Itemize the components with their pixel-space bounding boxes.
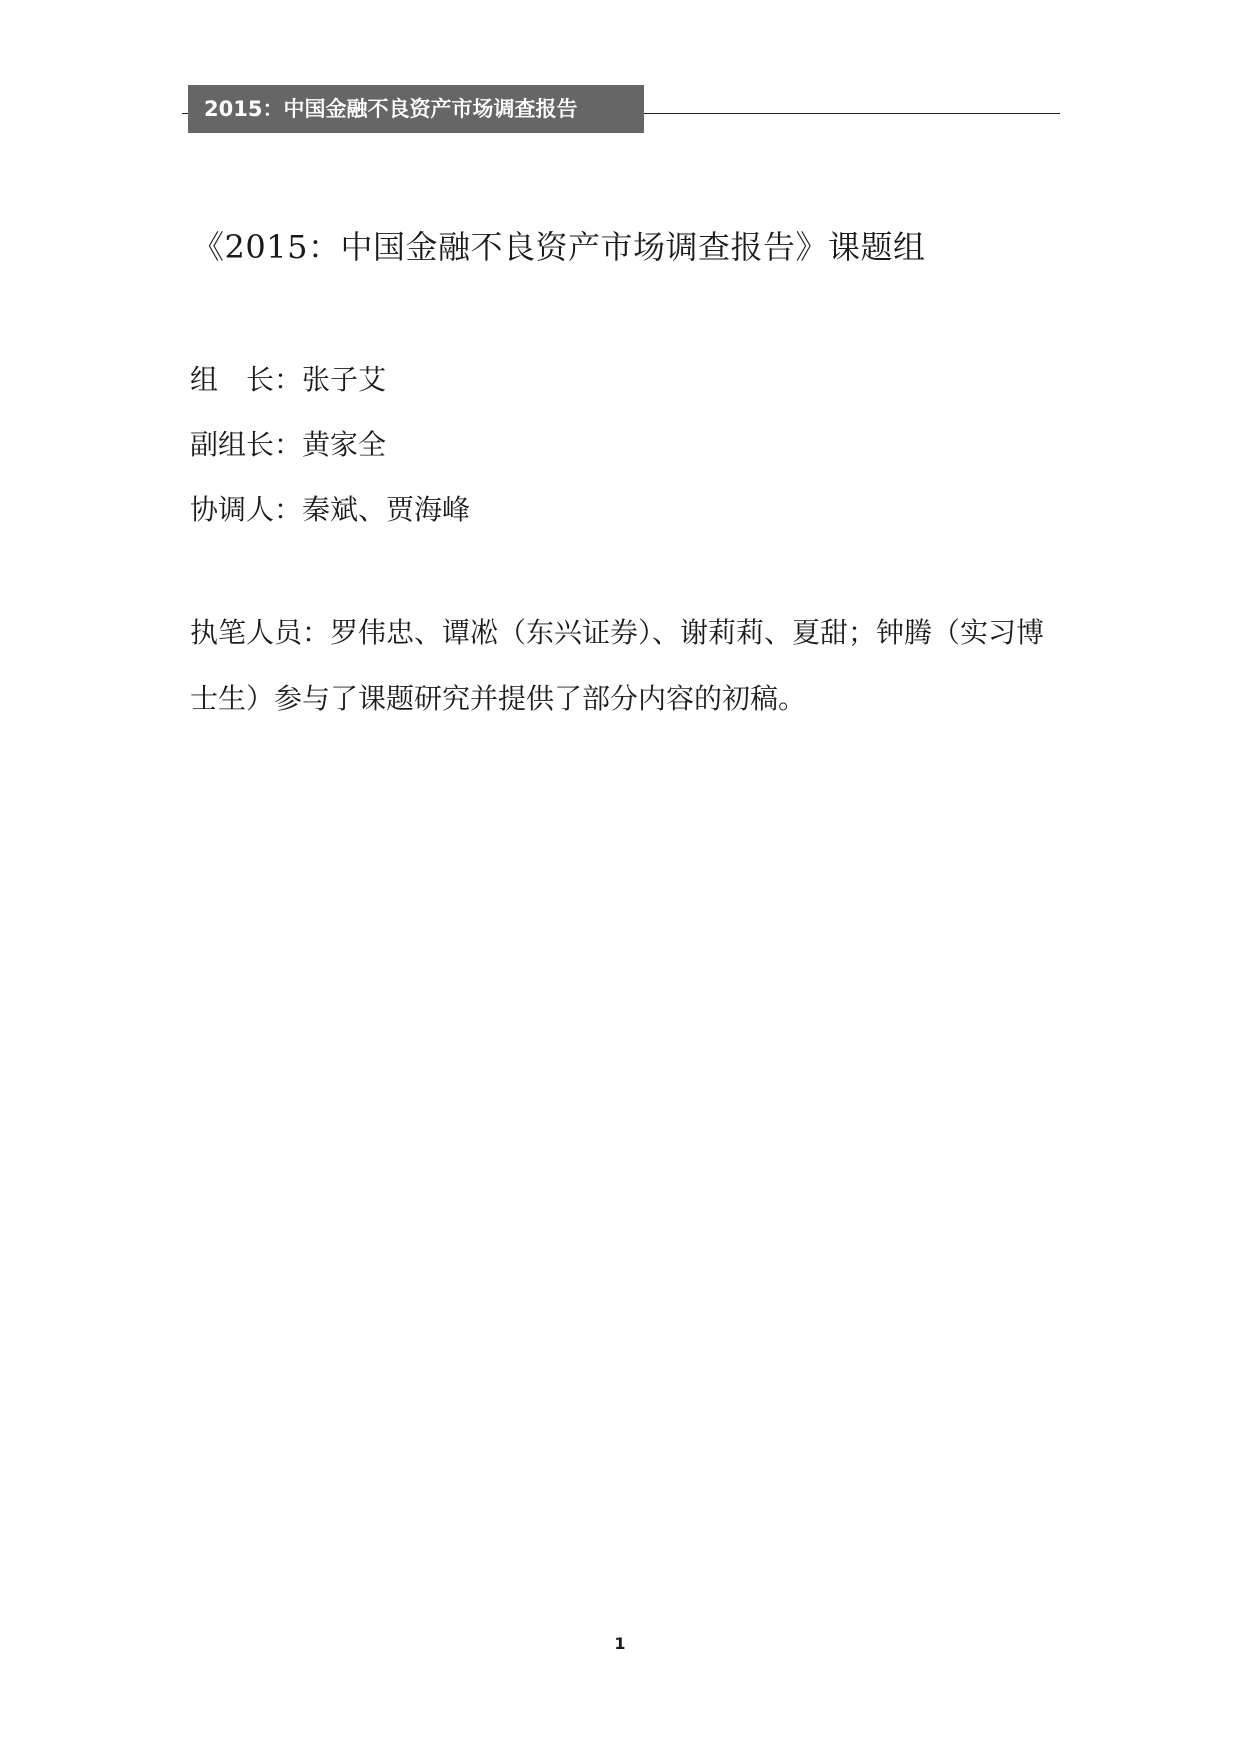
role-leader-label: 组 长： [190, 363, 303, 396]
role-coordinator-value: 秦斌、贾海峰 [302, 493, 471, 526]
role-coordinator [190, 488, 470, 528]
role-leader-value: 张子艾 [302, 363, 387, 396]
role-coordinator-label: 协调人： [190, 493, 303, 526]
page-title: 《2015：中国金融不良资产市场调查报告》课题组 [192, 228, 926, 266]
writers-paragraph: 执笔人员：罗伟忠、谭凇（东兴证券）、谢莉莉、夏甜；钟腾（实习博士生）参与了课题研究并提供了部分内容的初稿。 [190, 616, 1045, 715]
role-deputy-leader-label: 副组长： [190, 428, 303, 461]
role-deputy-leader-value: 黄家全 [302, 428, 387, 461]
running-header [188, 85, 644, 133]
page-number: 1 [614, 1634, 626, 1653]
running-header-title: 2015：中国金融不良资产市场调查报告 [204, 97, 578, 121]
role-leader [190, 358, 386, 398]
role-deputy-leader [190, 423, 386, 463]
